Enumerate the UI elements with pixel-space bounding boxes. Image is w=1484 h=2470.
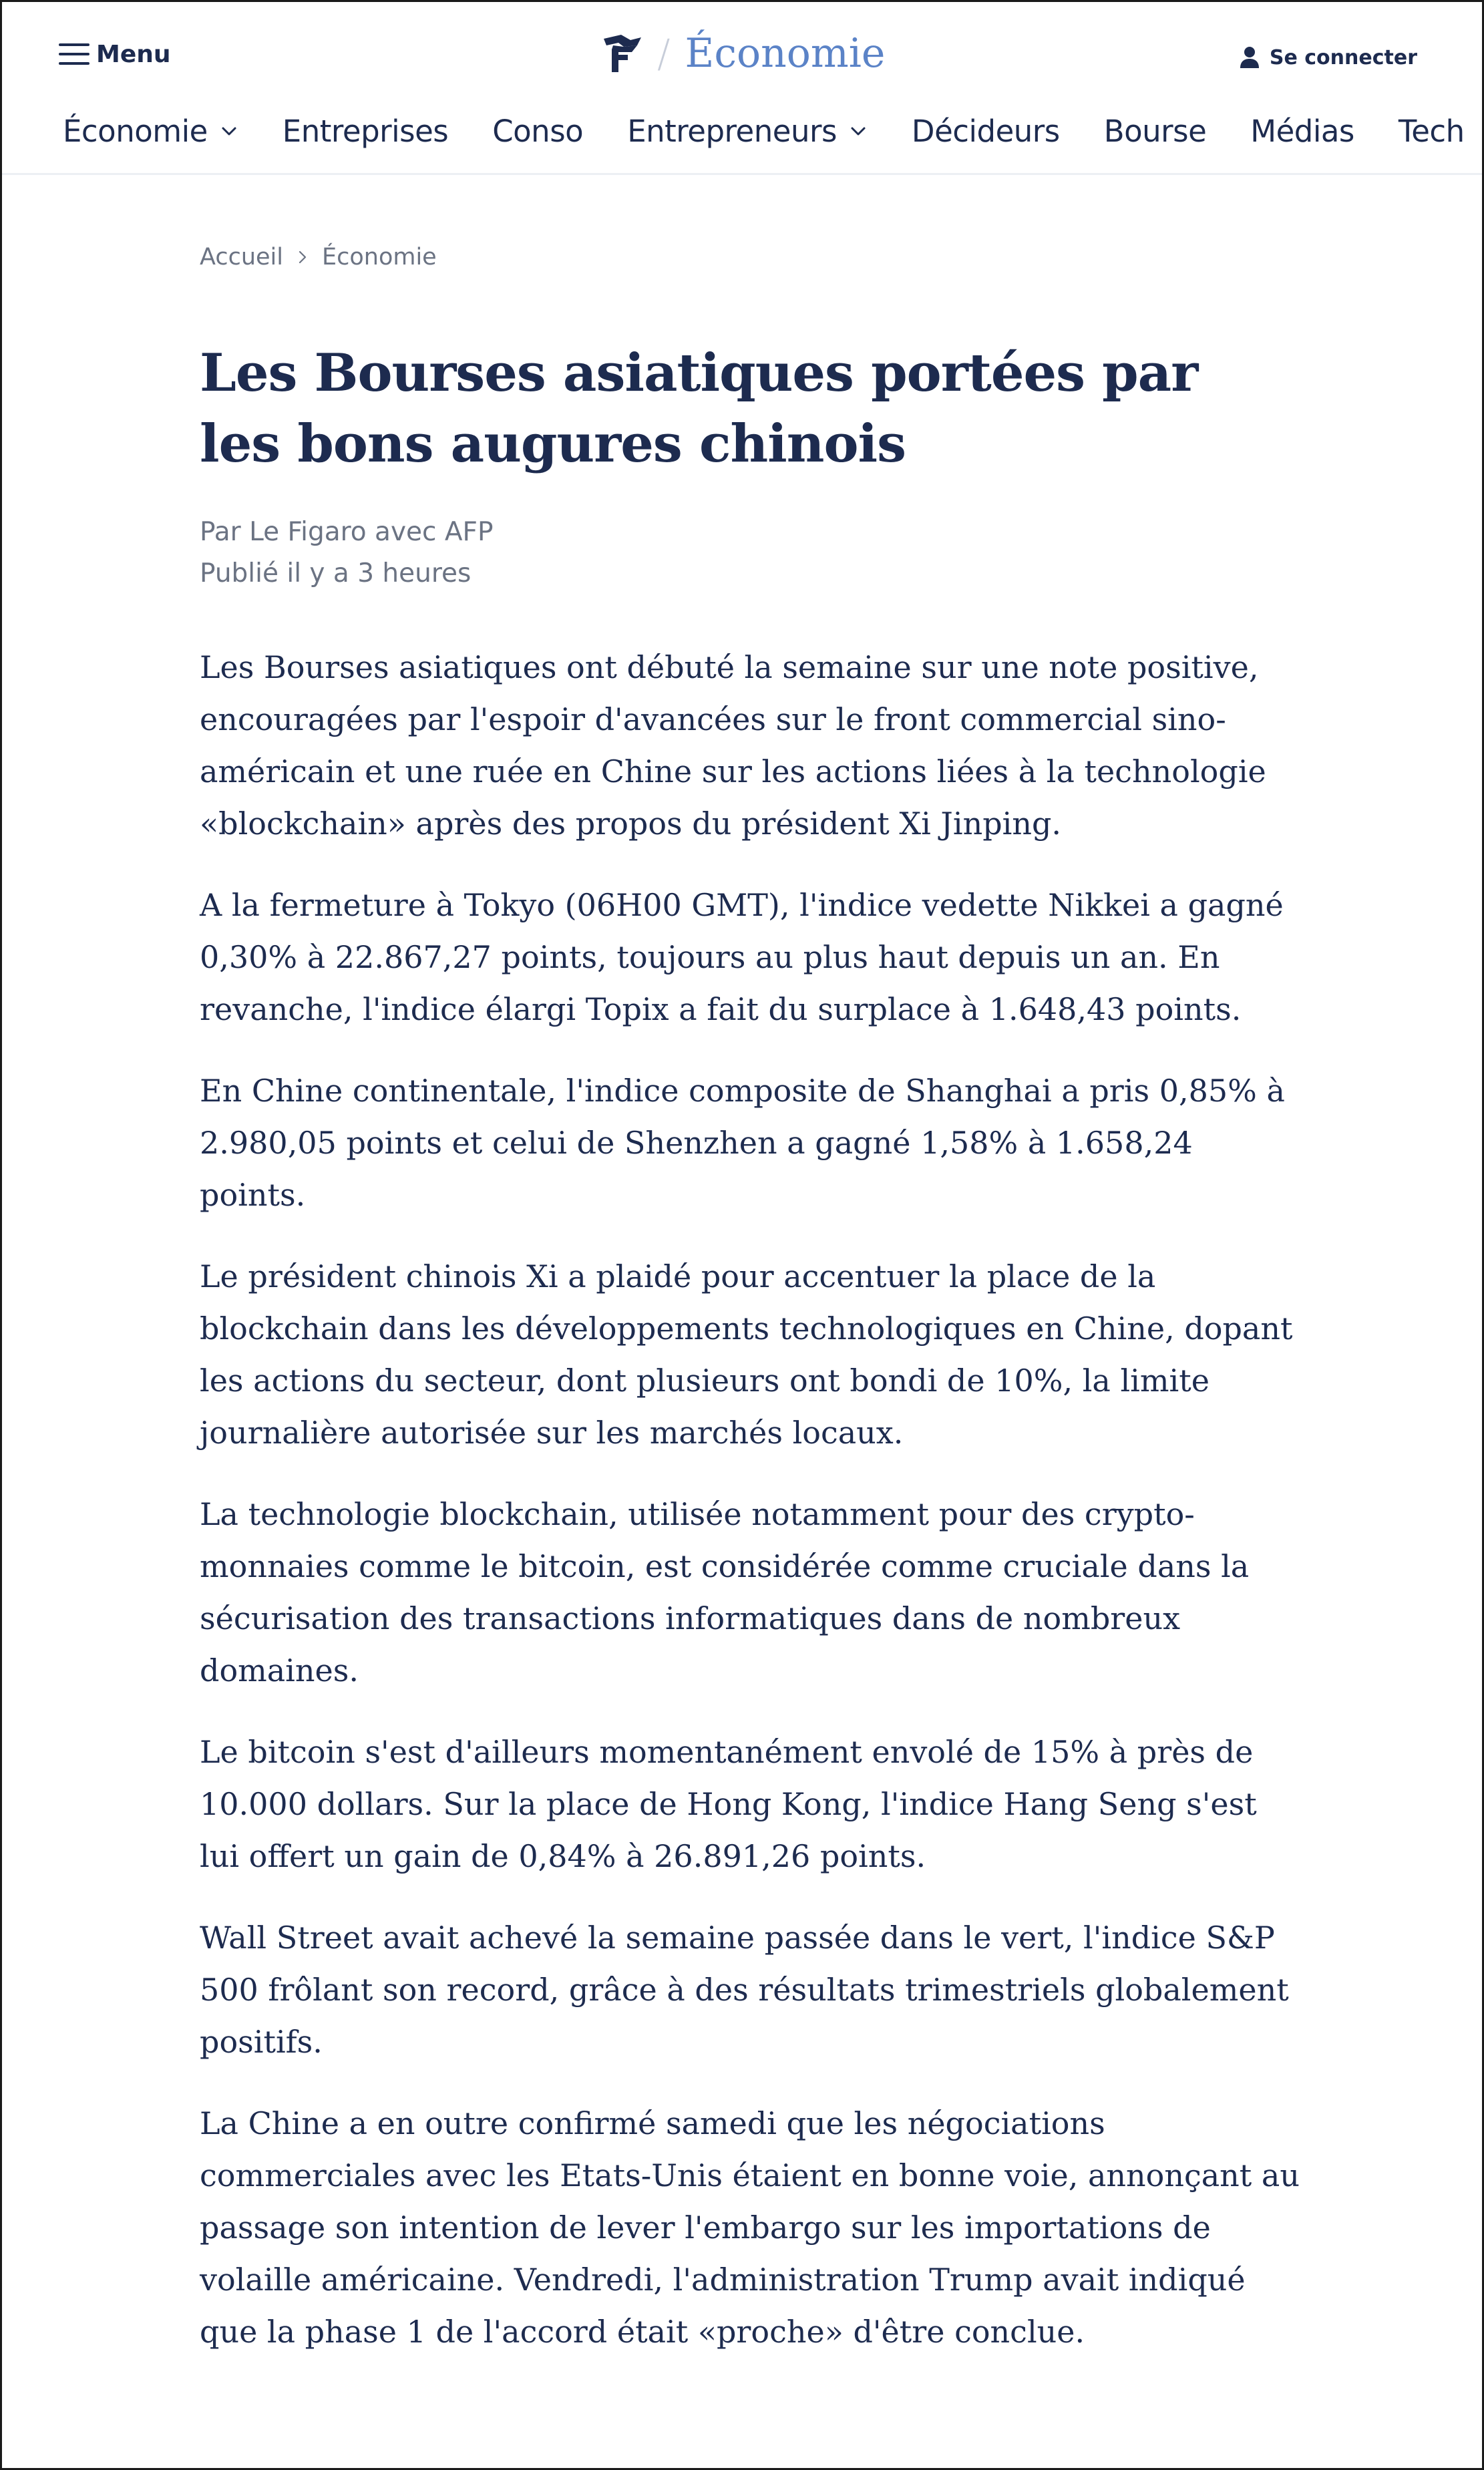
article-byline: Par Le Figaro avec AFP (200, 517, 494, 547)
nav-item-conso[interactable] (492, 114, 583, 149)
article (200, 227, 1302, 2387)
nav-item-decideurs[interactable] (912, 114, 1060, 149)
nav-item-label: Médias (1250, 113, 1354, 149)
article-published-time: Publié il y a 3 heures (200, 558, 472, 588)
figaro-logo-icon (601, 32, 644, 75)
hamburger-icon (59, 43, 89, 65)
menu-label: Menu (96, 40, 171, 68)
article-meta (200, 512, 1302, 594)
nav-item-label: Entreprises (282, 113, 449, 149)
login-label: Se connecter (1269, 45, 1417, 69)
site-header (0, 0, 1484, 100)
chevron-right-icon (295, 250, 310, 264)
nav-item-tech[interactable] (1399, 114, 1465, 149)
menu-button[interactable] (59, 33, 171, 75)
nav-item-label: Économie (63, 113, 208, 149)
article-paragraph: A la fermeture à Tokyo (06H00 GMT), l'indice vedette Nikkei a gagné 0,30% à 22.867,27 points, toujours au plus haut depuis un an. En revanche, l'indice élargi Topix a fait du surplace à 1.648,43 points. (200, 887, 1284, 1027)
section-nav (0, 100, 1484, 175)
article-paragraph: Le bitcoin s'est d'ailleurs momentanément envolé de 15% à près de 10.000 dollars. Sur la place de Hong Kong, l'indice Hang Seng s'est lui offert un gain de 0,84% à 26.891,26 points. (200, 1734, 1257, 1874)
article-paragraph: La Chine a en outre confirmé samedi que les négociations commerciales avec les Etats-Unis étaient en bonne voie, annonçant au passage son intention de lever l'embargo sur les importations de volaille américaine. Vendredi, l'administration Trump avait indiqué que la phase 1 de l'accord était «proche» d'être conclue. (200, 2105, 1300, 2350)
nav-item-label: Tech (1398, 113, 1465, 149)
nav-item-label: Décideurs (911, 113, 1060, 149)
article-body (200, 641, 1302, 2358)
brand-separator: / (657, 31, 671, 76)
article-paragraph: Les Bourses asiatiques ont débuté la semaine sur une note positive, encouragées par l'espoir d'avancées sur le front commercial sino-américain et une ruée en Chine sur les actions liées à la technologie «blockchain» après des propos du président Xi Jinping. (200, 649, 1266, 842)
nav-item-medias[interactable] (1250, 114, 1354, 149)
nav-item-entrepreneurs[interactable] (627, 114, 868, 149)
brand[interactable] (601, 27, 885, 80)
user-icon (1239, 45, 1260, 69)
nav-item-label: Bourse (1103, 113, 1207, 149)
article-title: Les Bourses asiatiques portées par les bons augures chinois (200, 343, 1198, 474)
login-button[interactable] (1239, 39, 1417, 76)
nav-item-entreprises[interactable] (283, 114, 448, 149)
article-paragraph: Wall Street avait achevé la semaine passée dans le vert, l'indice S&P 500 frôlant son record, grâce à des résultats trimestriels globalement positifs. (200, 1920, 1289, 2060)
article-paragraph: En Chine continentale, l'indice composite de Shanghai a pris 0,85% à 2.980,05 points et celui de Shenzhen a gagné 1,58% à 1.658,24 points. (200, 1073, 1285, 1213)
breadcrumb (200, 227, 1302, 287)
chevron-down-icon (220, 122, 238, 140)
article-paragraph: Le président chinois Xi a plaidé pour accentuer la place de la blockchain dans les développements technologiques en Chine, dopant les actions du secteur, dont plusieurs ont bondi de 10%, la limite journalière autorisée sur les marchés locaux. (200, 1258, 1293, 1451)
nav-item-bourse[interactable] (1104, 114, 1207, 149)
section-name: Économie (685, 30, 886, 77)
nav-item-label: Conso (492, 113, 584, 149)
breadcrumb-home-link[interactable]: Accueil (200, 244, 283, 271)
chevron-down-icon (849, 122, 868, 140)
article-paragraph: La technologie blockchain, utilisée notamment pour des crypto-monnaies comme le bitcoin, est considérée comme cruciale dans la sécurisation des transactions informatiques dans de nombreux domaines. (200, 1496, 1250, 1689)
nav-list (63, 107, 1484, 155)
nav-item-label: Entrepreneurs (627, 113, 837, 149)
breadcrumb-current-link[interactable]: Économie (321, 244, 437, 271)
nav-item-economie[interactable] (63, 114, 238, 149)
